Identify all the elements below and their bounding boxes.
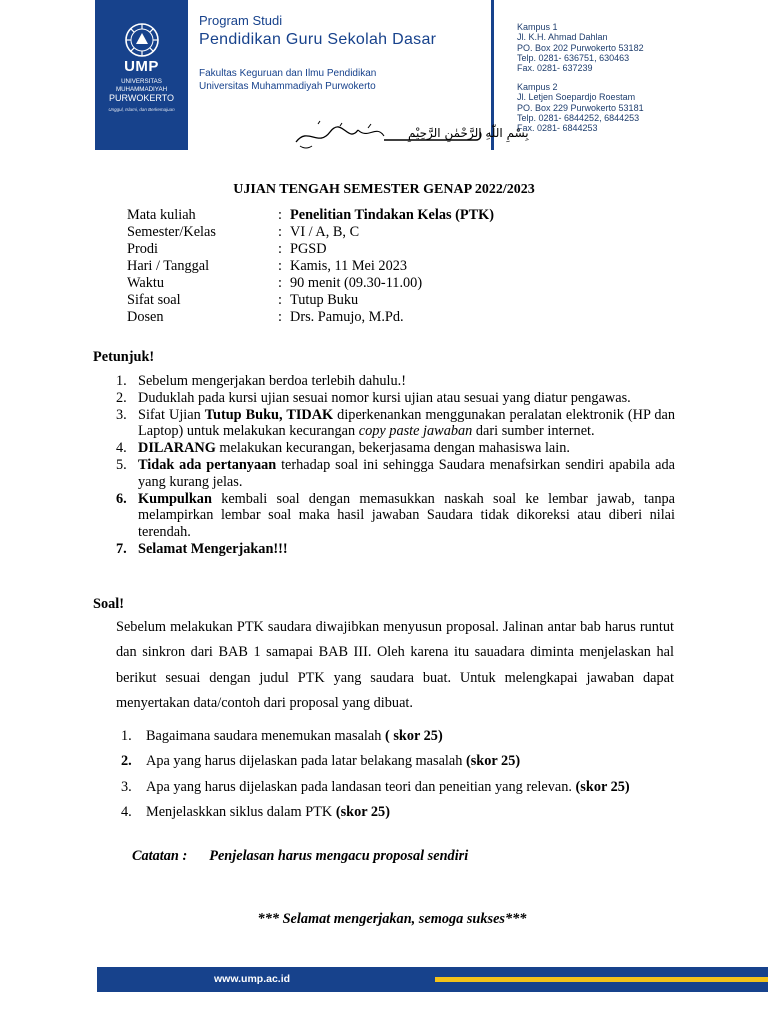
info-row	[127, 258, 494, 275]
program-name: Pendidikan Guru Sekolah Dasar	[199, 31, 437, 48]
info-separator: :	[278, 224, 282, 240]
info-value: VI / A, B, C	[290, 224, 360, 240]
info-row	[127, 292, 494, 309]
footer-accent-stripe	[435, 977, 768, 982]
question-item: 4. Menjelaskkan siklus dalam PTK (skor 25)	[121, 803, 390, 820]
university-logo	[95, 0, 188, 150]
soal-heading: Soal!	[93, 596, 124, 612]
instructions-list	[93, 373, 675, 558]
instructions-heading: Petunjuk!	[93, 349, 155, 365]
logo-tagline: Unggul, Islami, dan Berkemajuan	[108, 107, 175, 112]
website-link[interactable]: www.ump.ac.id	[214, 973, 291, 985]
info-value: Penelitian Tindakan Kelas (PTK)	[290, 207, 495, 223]
info-label: Waktu	[127, 275, 164, 291]
campus-2-address: Kampus 2 Jl. Letjen Soepardjo Roestam PO. Box 229 Purwokerto 53181 Telp. 0281- 6844252, 6844253 Fax. 0281- 6844253	[517, 82, 644, 134]
basmalah-calligraphy	[288, 118, 529, 154]
list-item: 4. DILARANG melakukan kecurangan, bekerjasama dengan mahasiswa lain.	[116, 440, 570, 457]
info-value: 90 menit (09.30-11.00)	[290, 275, 423, 291]
logo-ump-text: UMP	[124, 58, 159, 75]
questions-list	[116, 728, 696, 829]
list-item: 7. Selamat Mengerjakan!!!	[116, 540, 288, 557]
list-item: 3. Sifat Ujian Tutup Buku, TIDAK diperkenankan menggunakan peralatan elektronik (HP dan Laptop) untuk melakukan kecurangan copy paste jawaban dari sumber internet.	[116, 406, 676, 440]
info-value: Tutup Buku	[290, 292, 359, 308]
info-value: PGSD	[290, 241, 327, 257]
info-label: Semester/Kelas	[127, 224, 216, 240]
info-row	[127, 309, 494, 326]
closing-message: *** Selamat mengerjakan, semoga sukses***	[257, 911, 527, 927]
info-separator: :	[278, 309, 282, 325]
program-label: Program Studi	[199, 13, 283, 28]
info-separator: :	[278, 258, 282, 274]
info-row	[127, 275, 494, 292]
info-label: Dosen	[127, 309, 164, 325]
basmalah-text: بِسْمِ اللّٰهِ الرَّحْمٰنِ الرَّحِيْمِ	[408, 126, 529, 140]
list-item: 1. Sebelum mengerjakan berdoa terlebih dahulu.!	[116, 373, 406, 389]
info-separator: :	[278, 207, 282, 223]
question-item: 3. Apa yang harus dijelaskan pada landasan teori dan peneitian yang relevan. (skor 25)	[121, 778, 630, 795]
info-label: Prodi	[127, 241, 158, 257]
info-row	[127, 207, 494, 224]
info-label: Sifat soal	[127, 292, 181, 308]
info-value: Kamis, 11 Mei 2023	[290, 258, 408, 274]
info-row	[127, 241, 494, 258]
question-item: 2. Apa yang harus dijelaskan pada latar belakang masalah (skor 25)	[121, 753, 521, 770]
university-emblem-icon	[124, 22, 160, 58]
campus-1-address: Kampus 1 Jl. K.H. Ahmad Dahlan PO. Box 202 Purwokerto 53182 Telp. 0281- 636751, 630463 Fax. 0281- 637239	[517, 22, 644, 74]
list-item: 2. Duduklah pada kursi ujian sesuai nomor kursi ujian atau sesuai yang diatur pengawas.	[116, 389, 631, 406]
faculty-info: Fakultas Keguruan dan Ilmu Pendidikan Universitas Muhammadiyah Purwokerto	[199, 68, 377, 92]
note-label: Catatan :	[132, 848, 188, 864]
exam-title: UJIAN TENGAH SEMESTER GENAP 2022/2023	[233, 182, 535, 197]
question-item: 1. Bagaimana saudara menemukan masalah ( skor 25)	[121, 728, 443, 744]
info-separator: :	[278, 241, 282, 257]
info-label: Mata kuliah	[127, 207, 196, 223]
list-item: 5. Tidak ada pertanyaan terhadap soal ini sehingga Saudara menafsirkan sendiri apabila ada yang kurang jelas.	[116, 456, 675, 490]
info-separator: :	[278, 275, 282, 291]
info-separator: :	[278, 292, 282, 308]
list-item: 6. Kumpulkan kembali soal dengan memasukkan naskah soal ke lembar jawab, tanpa melampirkan lembar soal maka hasil jawaban Saudara tidak dikoreksi atau diberi nilai terendah.	[116, 490, 675, 541]
info-value: Drs. Pamujo, M.Pd.	[290, 309, 404, 325]
soal-intro: Sebelum melakukan PTK saudara diwajibkan menyusun proposal. Jalinan antar bab harus runtut dan sinkron dari BAB 1 samapai BAB III. Oleh karena itu sauadara diminta menjelaskan hal berikut sesuai dengan judul PTK yang saudara buat. Untuk melengkapai jawaban dapat menyertakan data/contoh dari proposal yang dibuat.	[116, 619, 674, 712]
note	[132, 848, 468, 865]
note-text: Penjelasan harus mengacu proposal sendiri	[209, 848, 469, 864]
info-row	[127, 224, 494, 241]
info-label: Hari / Tanggal	[127, 258, 210, 274]
logo-university-name: UNIVERSITAS MUHAMMADIYAH PURWOKERTO	[108, 78, 174, 103]
exam-info-table	[127, 207, 494, 326]
